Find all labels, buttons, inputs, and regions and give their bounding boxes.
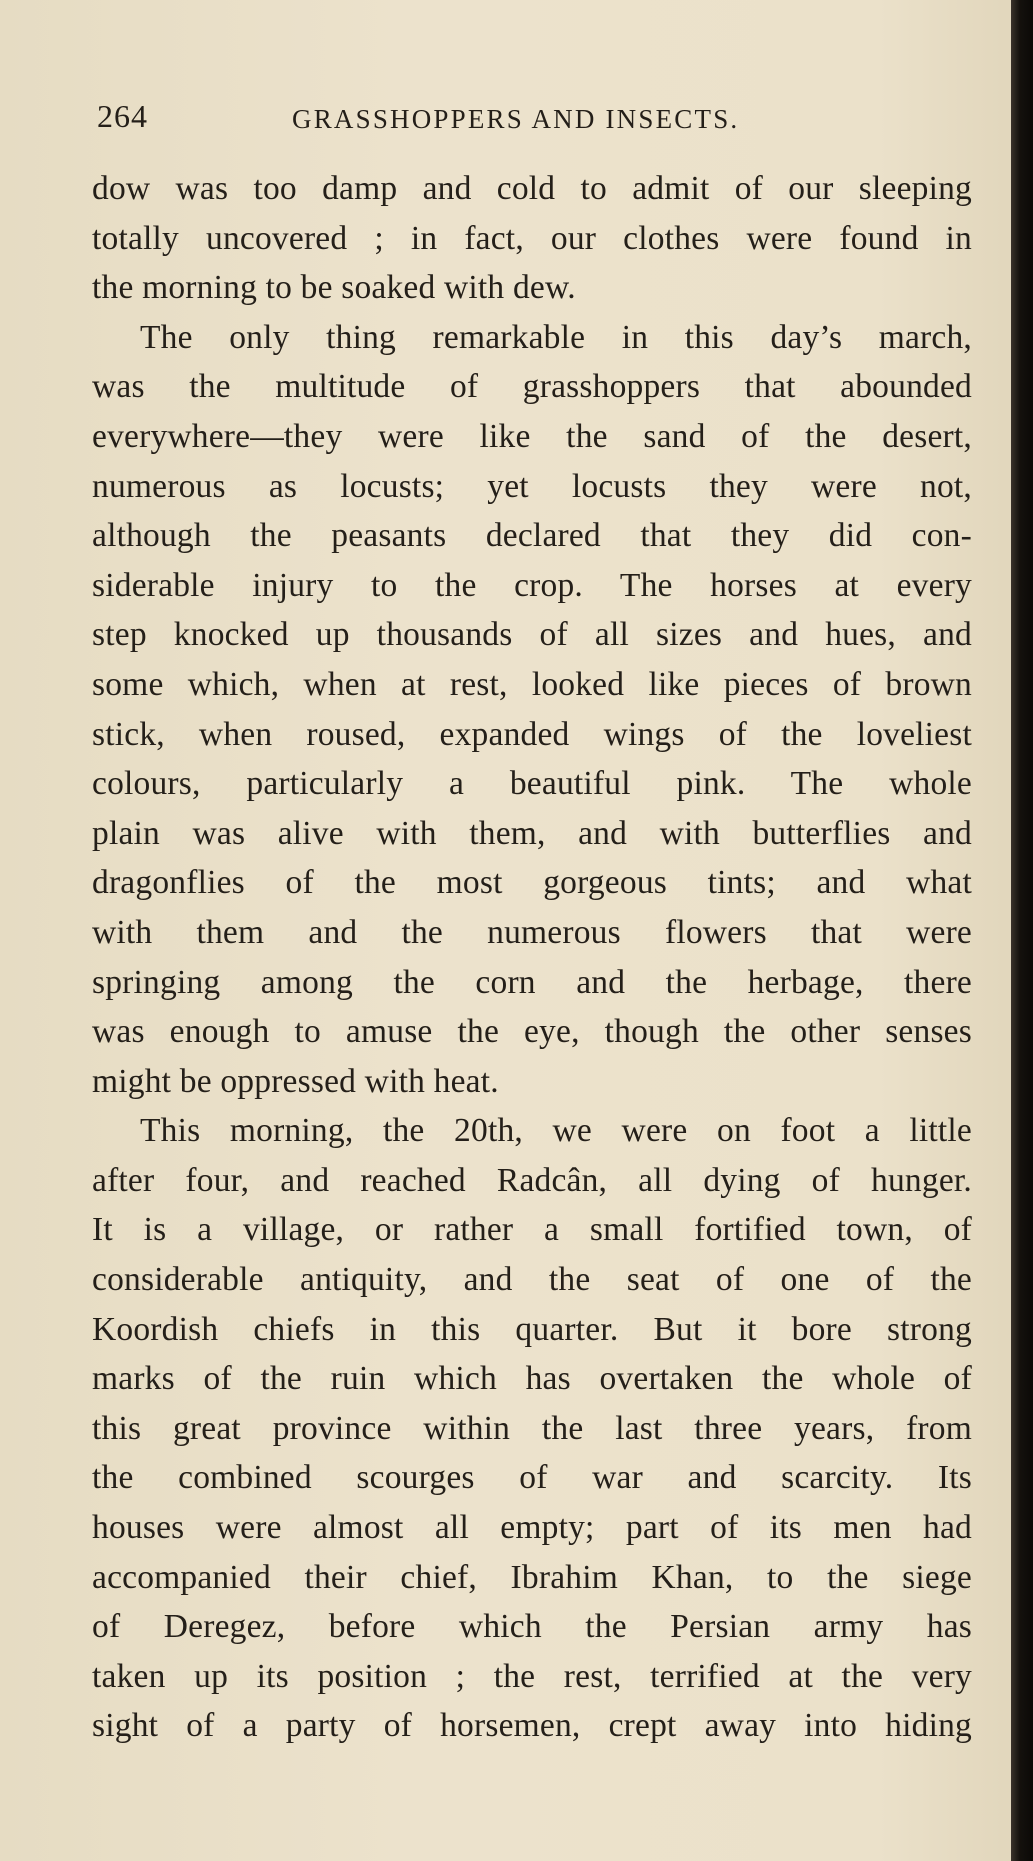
text-line: of Deregez, before which the Persian army has: [92, 1608, 972, 1646]
text-line: the combined scourges of war and scarcity. Its: [92, 1459, 972, 1497]
text-line: dow was too damp and cold to admit of our sleeping: [92, 170, 972, 207]
text-line: totally uncovered ; in fact, our clothes were found in: [92, 219, 972, 257]
text-line: might be oppressed with heat.: [92, 1062, 499, 1100]
text-line: marks of the ruin which has overtaken the whole of: [92, 1360, 972, 1398]
text-line: everywhere—they were like the sand of the desert,: [92, 417, 972, 455]
text-line: The only thing remarkable in this day’s march,: [140, 318, 972, 356]
text-line: numerous as locusts; yet locusts they were not,: [92, 467, 972, 505]
text-line: This morning, the 20th, we were on foot a little: [140, 1112, 972, 1150]
text-line: although the peasants declared that they did con-: [92, 517, 972, 555]
text-line: after four, and reached Radcân, all dying of hunger.: [92, 1161, 972, 1199]
text-line: houses were almost all empty; part of its men had: [92, 1509, 972, 1547]
text-line: stick, when roused, expanded wings of the loveliest: [92, 715, 972, 753]
running-title: GRASSHOPPERS AND INSECTS.: [292, 104, 740, 134]
text-line: dragonflies of the most gorgeous tints; and what: [92, 864, 972, 902]
text-line: considerable antiquity, and the seat of one of the: [92, 1261, 972, 1299]
text-line: this great province within the last three years, from: [92, 1409, 972, 1447]
text-line: some which, when at rest, looked like pieces of brown: [92, 665, 972, 703]
text-line: the morning to be soaked with dew.: [92, 269, 576, 307]
text-line: was enough to amuse the eye, though the other senses: [92, 1013, 972, 1051]
text-line: accompanied their chief, Ibrahim Khan, to the siege: [92, 1558, 972, 1596]
text-line: springing among the corn and the herbage, there: [92, 963, 972, 1001]
text-line: taken up its position ; the rest, terrified at the very: [92, 1657, 972, 1695]
text-line: Koordish chiefs in this quarter. But it bore strong: [92, 1310, 972, 1348]
text-line: It is a village, or rather a small fortified town, of: [92, 1211, 972, 1249]
text-line: was the multitude of grasshoppers that abounded: [92, 368, 972, 406]
text-line: siderable injury to the crop. The horses at every: [92, 566, 972, 604]
text-line: plain was alive with them, and with butterflies and: [92, 814, 972, 852]
body-text: [92, 164, 972, 1751]
page-number: 264: [97, 98, 148, 134]
text-line: step knocked up thousands of all sizes and hues, and: [92, 616, 972, 654]
text-line: with them and the numerous flowers that were: [92, 913, 972, 951]
text-line: sight of a party of horsemen, crept away into hiding: [92, 1707, 972, 1745]
running-head: [97, 98, 977, 140]
binding-edge: [1011, 0, 1033, 1861]
text-line: colours, particularly a beautiful pink. The whole: [92, 765, 972, 803]
